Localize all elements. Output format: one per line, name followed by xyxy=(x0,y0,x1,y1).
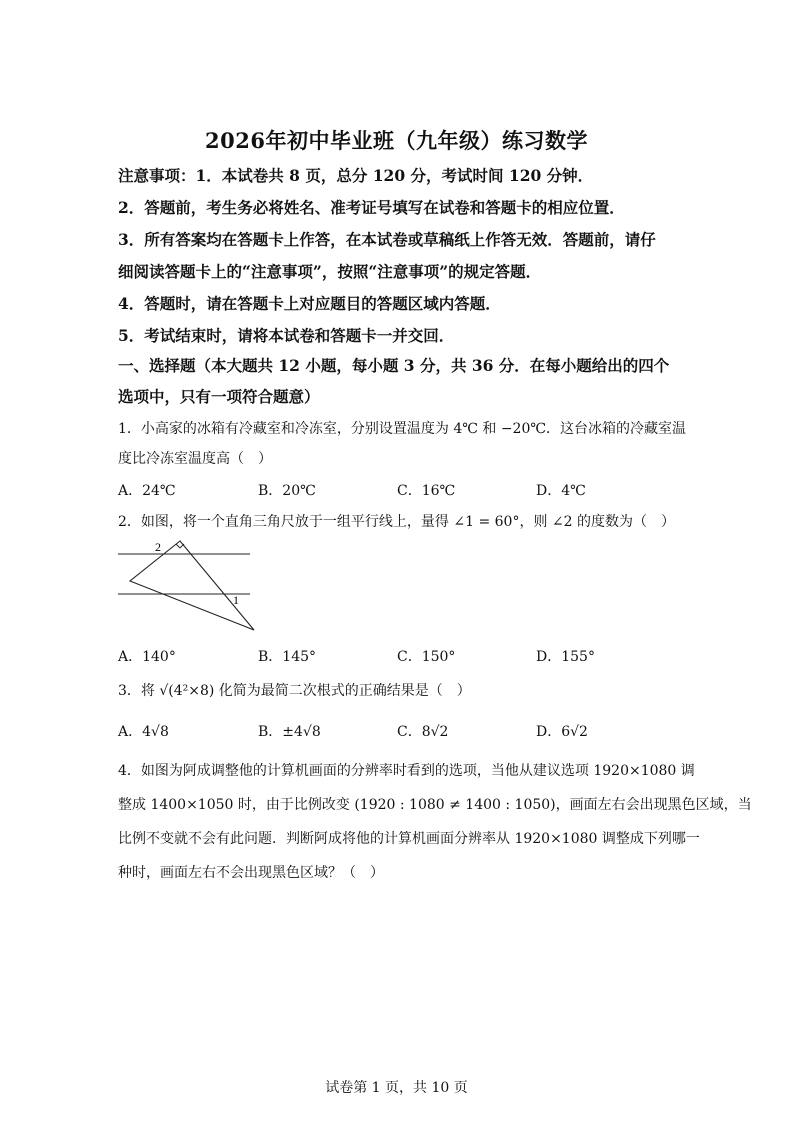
option-b: B．145° xyxy=(258,649,317,665)
option-a: A．24℃ xyxy=(118,483,176,499)
option-d: D．6√2 xyxy=(536,724,588,740)
option-d: D．155° xyxy=(536,649,595,665)
question-2-text: 2．如图，将一个直角三角尺放于一组平行线上，量得 ∠1 = 60°，则 ∠2 的度数为（ ） xyxy=(118,514,675,530)
notice-line: 5．考试结束时，请将本试卷和答题卡一并交回． xyxy=(118,326,455,345)
angle-2-label: 2 xyxy=(155,540,161,554)
notice-line: 4．答题时，请在答题卡上对应题目的答题区域内答题． xyxy=(118,294,501,313)
question-1-options xyxy=(118,480,678,500)
option-a: A．140° xyxy=(118,649,176,665)
right-angle-mark xyxy=(176,544,184,548)
question-2-options xyxy=(118,646,678,666)
question-1-text: 度比冷冻室温度高（ ） xyxy=(118,451,272,467)
option-b: B．±4√8 xyxy=(258,724,321,740)
option-c: C．150° xyxy=(397,649,456,665)
section-heading: 一、选择题（本大题共 12 小题，每小题 3 分，共 36 分．在每小题给出的四个 xyxy=(118,356,670,375)
notice-line: 细阅读答题卡上的“注意事项”，按照“注意事项”的规定答题． xyxy=(118,262,542,281)
notice-line: 注意事项：1．本试卷共 8 页，总分 120 分，考试时间 120 分钟． xyxy=(118,166,594,185)
option-b: B．20℃ xyxy=(258,483,316,499)
option-d: D．4℃ xyxy=(536,483,586,499)
question-4-text: 整成 1400×1050 时，由于比例改变 (1920 : 1080 ≠ 1400 : 1050)，画面左右会出现黑色区域，当 xyxy=(118,797,752,813)
question-4-text: 4．如图为阿成调整他的计算机画面的分辨率时看到的选项，当他从建议选项 1920×1080 调 xyxy=(118,763,695,779)
notice-line: 3．所有答案均在答题卡上作答，在本试卷或草稿纸上作答无效．答题前，请仔 xyxy=(118,230,656,249)
option-a: A．4√8 xyxy=(118,724,169,740)
question-4-text: 比例不变就不会有此问题．判断阿成将他的计算机画面分辨率从 1920×1080 调整成下列哪一 xyxy=(118,831,700,847)
section-heading: 选项中，只有一项符合题意） xyxy=(118,387,320,406)
question-3-options xyxy=(118,721,678,741)
notice-line: 2．答题前，考生务必将姓名、准考证号填写在试卷和答题卡的相应位置． xyxy=(118,198,625,217)
triangle-parallel-lines-figure xyxy=(118,536,258,636)
option-c: C．16℃ xyxy=(397,483,456,499)
question-3-text: 3．将 √(4²×8) 化简为最简二次根式的正确结果是（ ） xyxy=(118,683,471,699)
option-c: C．8√2 xyxy=(397,724,449,740)
angle-1-label: 1 xyxy=(233,593,239,607)
question-4-text: 种时，画面左右不会出现黑色区域？（ ） xyxy=(118,865,384,881)
question-1-text: 1．小高家的冰箱有冷藏室和冷冻室，分别设置温度为 4℃ 和 −20℃．这台冰箱的冷藏室温 xyxy=(118,421,687,437)
page-title: 2026年初中毕业班（九年级）练习数学 xyxy=(205,128,588,153)
page-footer: 试卷第 1 页，共 10 页 xyxy=(325,1080,468,1096)
